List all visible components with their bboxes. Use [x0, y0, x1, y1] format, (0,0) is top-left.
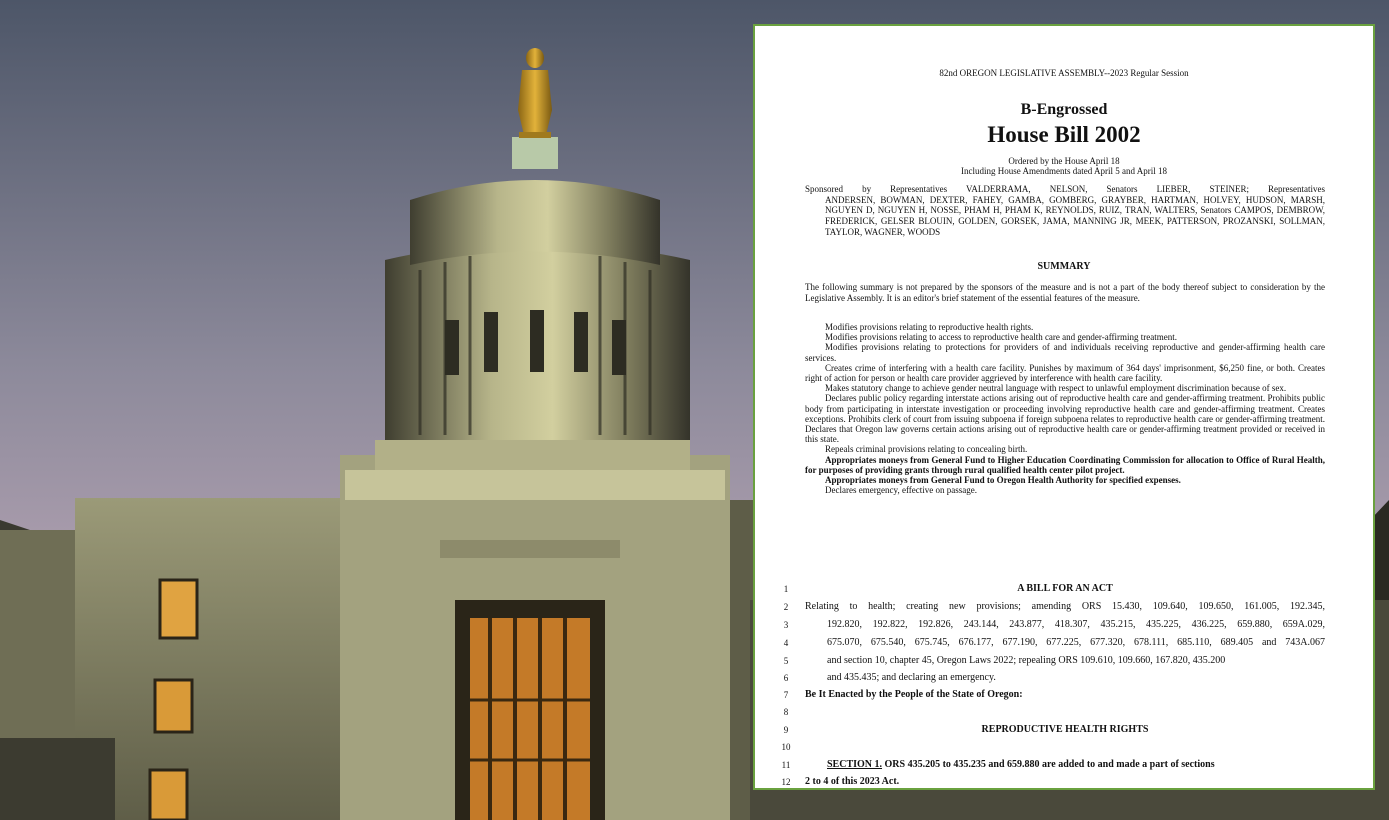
portico-inscription	[440, 540, 620, 558]
section-heading: REPRODUCTIVE HEALTH RIGHTS	[981, 724, 1149, 735]
sponsors-names: ANDERSEN, BOWMAN, DEXTER, FAHEY, GAMBA, GOMBERG, GRAYBER, HARTMAN, HOLVEY, HUDSON, MARSH, NGUYEN D, NGUYEN H, NOSSE, PHAM H, PHAM K, REYNOLDS, RUIZ, TRAN, WALTERS, Senators CAMPOS, DEMBROW, FREDERICK, GELSER BLOUIN, GOLDEN, GORSEK, JAMA, MANNING JR, MEEK, PATTERSON, PROZANSKI, SOLLMAN, TAYLOR, WAGNER, WOODS	[825, 194, 1325, 237]
summary-item: Makes statutory change to achieve gender neutral language with respect to unlawful employment discrimination because of sex.	[825, 383, 1287, 394]
summary-item: Modifies provisions relating to reproductive health rights.	[825, 322, 1034, 332]
window	[160, 580, 197, 638]
act-heading: A BILL FOR AN ACT	[1017, 583, 1113, 594]
engrossed-label: B-Engrossed	[1020, 101, 1108, 118]
line-number: 1	[783, 584, 789, 594]
line-number: 11	[781, 760, 791, 770]
line-number: 4	[783, 638, 789, 648]
summary-intro: The following summary is not prepared by the sponsors of the measure and is not a part of the body thereof subject to consideration by the Legislative Assembly. It is an editor's brief statement of the essential features of the measure.	[805, 282, 1325, 303]
summary-item: Creates crime of interfering with a health care facility. Punishes by maximum of 364 days' imprisonment, $6,250 fine, or both. Creates right of action for person or health care provider aggrieved by interference with health care facility.	[805, 362, 1325, 384]
relating-line: Relating to health; creating new provisions; amending ORS 15.430, 109.640, 109.650, 161.005, 192.345,	[805, 601, 1325, 612]
summary-item: Modifies provisions relating to protections for providers of and individuals receiving reproductive and gender-affirming health care services.	[805, 342, 1325, 363]
relating-line: and section 10, chapter 45, Oregon Laws 2022; repealing ORS 109.610, 109.660, 167.820, 435.200	[827, 655, 1226, 666]
summary-heading: SUMMARY	[1037, 261, 1091, 272]
line-number: 5	[783, 656, 789, 666]
bill-title: House Bill 2002	[987, 122, 1141, 147]
summary-item: Declares public policy regarding interstate actions arising out of reproductive health care and gender-affirming treatment. Prohibits public body from participating in interstate investigation or proceeding involving reproductive health care and gender-affirming treatment. Creates exceptions. Prohibits clerk of court from issuing subpoena if foreign subpoena relates to reproductive health care or gender-affirming treatment. Declares that Oregon law governs certain actions arising out of reproductive health care or gender-affirming treatment provided or received in this state.	[805, 393, 1325, 445]
enacting-clause: Be It Enacted by the People of the State of Oregon:	[805, 689, 1023, 700]
dome-base	[375, 440, 690, 470]
summary-item: Appropriates moneys from General Fund to Higher Education Coordinating Commission for allocation to Office of Rural Health, for purposes of providing grants through rural qualified health center pilot project.	[805, 454, 1325, 475]
relating-line: 675.070, 675.540, 675.745, 676.177, 677.190, 677.225, 677.320, 678.111, 685.110, 689.405 and 743A.067	[827, 637, 1325, 648]
lantern-base	[512, 137, 558, 169]
line-number: 10	[781, 742, 791, 752]
relating-line: 192.820, 192.822, 192.826, 243.144, 243.877, 418.307, 435.215, 435.225, 436.225, 659.880, 659A.029,	[827, 619, 1325, 630]
section-1-continued: 2 to 4 of this 2023 Act.	[805, 776, 900, 787]
section-1-line	[827, 759, 1325, 770]
house-bill-page	[753, 24, 1375, 790]
line-number: 9	[783, 725, 789, 735]
section-1-label: SECTION 1.	[827, 759, 883, 770]
line-number: 7	[783, 690, 789, 700]
window	[155, 680, 192, 732]
summary-item: Modifies provisions relating to access to reproductive health care and gender-affirming treatment.	[825, 332, 1178, 343]
amendments-line: Including House Amendments dated April 5 and April 18	[961, 166, 1167, 176]
line-number: 12	[781, 777, 791, 787]
building-wing-mid	[75, 498, 345, 820]
sculpture-block	[0, 738, 115, 820]
portico-shade	[345, 470, 725, 500]
ordered-line: Ordered by the House April 18	[1008, 156, 1120, 166]
line-number: 2	[783, 602, 789, 612]
section-1-text: ORS 435.205 to 435.235 and 659.880 are added to and made a part of sections	[882, 759, 1215, 770]
sponsors-first-line: Sponsored by Representatives VALDERRAMA, NELSON, Senators LIEBER, STEINER; Representatives	[805, 184, 1325, 194]
summary-list	[805, 322, 1325, 495]
sponsors-list	[805, 184, 1325, 238]
summary-item: Declares emergency, effective on passage.	[825, 485, 978, 496]
window	[150, 770, 187, 820]
session-header: 82nd OREGON LEGISLATIVE ASSEMBLY--2023 Regular Session	[939, 68, 1189, 78]
line-number: 6	[783, 673, 789, 683]
summary-item: Repeals criminal provisions relating to concealing birth.	[825, 444, 1028, 455]
relating-line: and 435.435; and declaring an emergency.	[827, 672, 996, 683]
summary-item: Appropriates moneys from General Fund to Oregon Health Authority for specified expenses.	[825, 475, 1181, 486]
line-number: 8	[783, 707, 789, 717]
line-number: 3	[783, 620, 789, 630]
